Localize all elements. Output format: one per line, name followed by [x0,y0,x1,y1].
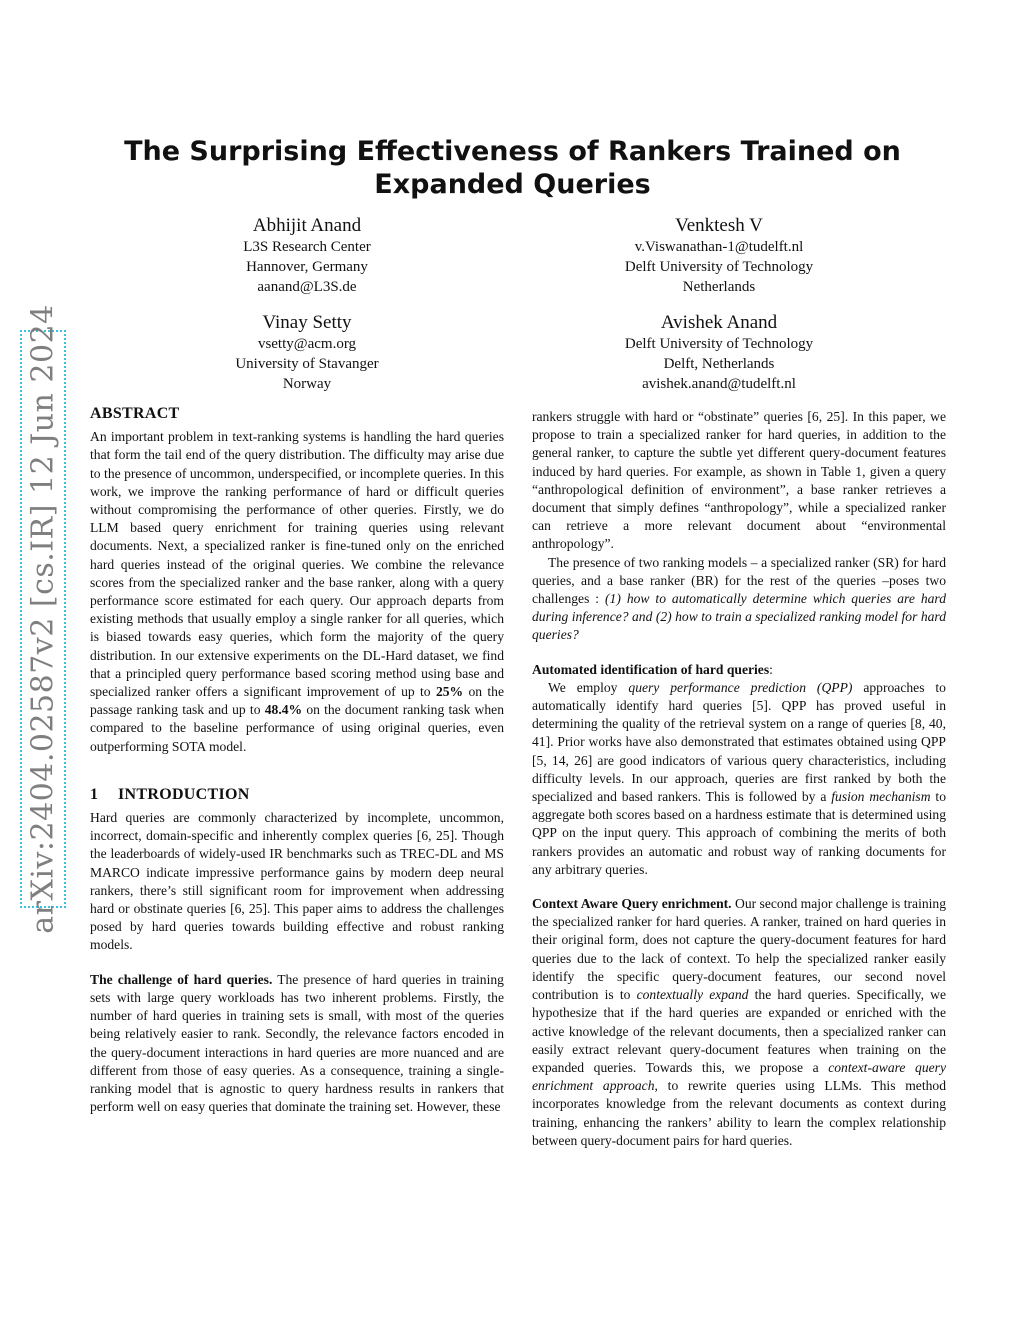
abstract-text: An important problem in text-ranking systems is handling the hard queries that form the tail end of the query distribution. The difficulty may arise due to the presence of uncommon, underspecified, or incomplete queries. In this work, we improve the ranking performance of hard or difficult queries without compromising the performance of other queries. Firstly, we do LLM based query enrichment for training queries using relevant documents. Next, a specialized ranker is fine-tuned only on the enriched hard queries instead of the original queries. We combine the relevance scores from the specialized ranker and the base ranker, along with a query performance score estimated for each query. Our approach departs from existing methods that usually employ a single ranker for all queries, which is biased towards easy queries, which form the majority of the query distribution. In our extensive experiments on the DL-Hard dataset, we find that a principled query performance based scoring method using base and specialized ranker offers a significant improvement of up to 25% on the passage ranking task and up to 48.4% on the document ranking task when compared to the baseline performance of using original queries, even outperforming SOTA model. [90,429,505,754]
author-name: Vinay Setty [262,312,352,333]
intro-paragraph: Hard queries are commonly characterized by incomplete, uncommon, incorrect, domain-specific and inherently complex queries [6, 25]. Though the leaderboards of widely-used IR benchmarks such as TREC-DL and MS MARCO indicate impressive performance gains by modern deep neural rankers, there’s still significant room for improvement when addressing hard or obstinate queries [6, 25]. This paper aims to address the challenges posed by hard queries towards building effective and robust ranking models. [90,810,504,953]
body-paragraph: The presence of two ranking models – a specialized ranker (SR) for hard queries, and a base ranker (BR) for the rest of the queries –poses two challenges : (1) how to automatically determine which queries are hard during inference? and (2) how to train a specialized ranking model for hard queries? [532,554,946,643]
author-block [142,215,472,297]
author-email: avishek.anand@tudelft.nl [642,376,796,392]
arxiv-identifier: arXiv:2404.02587v2 [cs.IR] 12 Jun 2024 [25,304,61,934]
author-name: Venktesh V [675,215,763,236]
context-enrichment-paragraph: Context Aware Query enrichment. Our second major challenge is training the specialized ranker for hard queries. A ranker, trained on hard queries in their original form, does not capture the query-document features for hard queries due to the lack of context. To help the specialized ranker easily identify the specific query-document features, our second novel contribution is to contextually expand the hard queries. Specifically, we hypothesize that if the hard queries are expanded or enriched with the active knowledge of the relevant documents, then a specialized ranker can easily extract relevant query-document features when training on the expanded queries. Towards this, we propose a context-aware query enrichment approach, to rewrite queries using LLMs. This method incorporates knowledge from the relevant documents as context during training, enhancing the rankers’ ability to learn the complex relationship between query-document pairs for hard queries. [532,896,947,1148]
left-column [90,405,504,1116]
challenge-paragraph: The challenge of hard queries. The presence of hard queries in training sets with large query workloads has two inherent problems. Firstly, the number of hard queries in training sets is small, with most of the queries being relatively easier to rank. Secondly, the relevance factors encoded in the query-document interactions in hard queries are more nuanced and are different from those of easy queries. As a consequence, training a single-ranking model that is agnostic to query hardness results in rankers that perform well on easy queries that dominate the training set. However, these [90,971,504,1115]
context-run-in-heading: Context Aware Query enrichment. [532,896,732,912]
author-block [554,312,884,394]
author-location: Delft, Netherlands [663,356,775,372]
paper-title: The Surprising Effectiveness of Rankers Trained on Expanded Queries [124,136,901,200]
abstract-heading: ABSTRACT [90,405,180,422]
section-heading-introduction: 1 INTRODUCTION [90,785,250,803]
right-column [532,408,946,1150]
author-email: v.Viswanathan-1@tudelft.nl [634,239,804,255]
author-location: Norway [282,376,332,392]
author-affiliation: Delft University of Technology [624,336,814,352]
author-location: Netherlands [682,279,756,295]
challenge-run-in-heading: The challenge of hard queries. [90,971,273,987]
author-affiliation: Delft University of Technology [624,259,814,275]
author-email: aanand@L3S.de [257,279,357,295]
author-affiliation: University of Stavanger [235,356,379,372]
body-paragraph: rankers struggle with hard or “obstinate” queries [6, 25]. In this paper, we propose to train a specialized ranker for hard queries, in addition to the general ranker, to capture the subtle yet different query-document features induced by hard queries. For example, as shown in Table 1, given a query “anthropological definition of environment”, a base ranker retrieves a document that simply defines “anthropology”, while a specialized ranker can retrieve a more relevant document about “environmental anthropology”. [532,409,946,552]
author-email: vsetty@acm.org [257,336,357,352]
author-block [554,215,884,297]
author-name: Avishek Anand [660,312,778,333]
author-location: Hannover, Germany [246,259,368,275]
arxiv-identifier-stamp [20,304,66,934]
auto-identification-paragraph: We employ query performance prediction (QPP) approaches to automatically identify hard queries [5]. QPP has proved useful in determining the quality of the retrieval system on a range of queries [8, 40, 41]. Prior works have also demonstrated that estimates obtained using QPP [5, 14, 26] are good indicators of various query characteristics, including difficulty levels. In our approach, queries are first ranked by both the specialized and based rankers. This is followed by a fusion mechanism to aggregate both scores based on a hardness estimate that is determined using QPP on the input query. This approach of combining the merits of both rankers provides an automatic and robust way of ranking documents for any arbitrary queries. [532,679,946,877]
auto-identification-heading: Automated identification of hard queries: [532,661,773,677]
author-name: Abhijit Anand [252,215,362,236]
author-block [142,312,472,394]
author-affiliation: L3S Research Center [243,239,371,255]
